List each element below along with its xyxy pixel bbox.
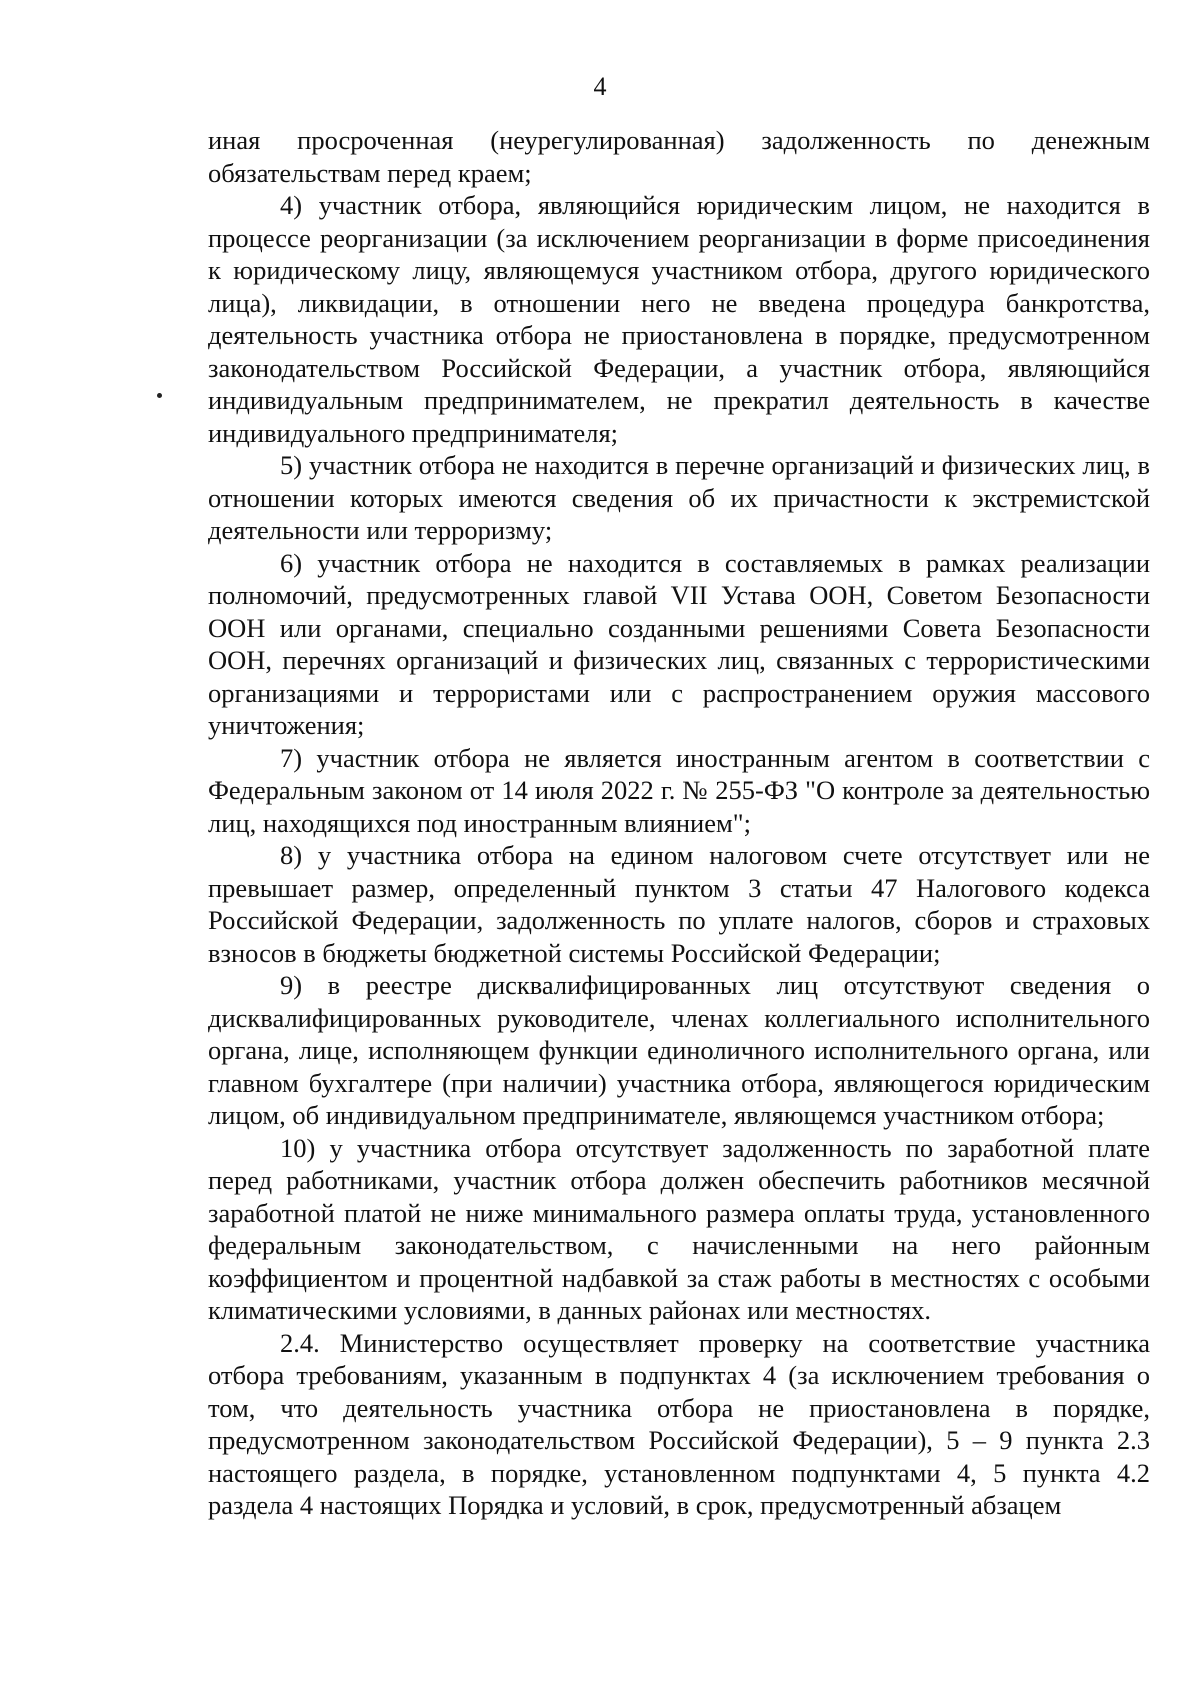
scan-artifact-dot <box>157 393 162 398</box>
paragraph-item-10: 10) у участника отбора отсутствует задолженность по заработной плате перед работниками, участник отбора должен обеспечить работников месячной заработной платой не ниже минимального размера оплаты труда, установленного федеральным законодательством, с начисленными на него районным коэффициентом и процентной надбавкой за стаж работы в местностях с особыми климатическими условиями, в данных районах или местностях. <box>208 1132 1150 1325</box>
paragraph-item-8: 8) у участника отбора на едином налоговом счете отсутствует или не превышает размер, определенный пунктом 3 статьи 47 Налогового кодекса Российской Федерации, задолженность по уплате налогов, сборов и страховых взносов в бюджеты бюджетной системы Российской Федерации; <box>208 840 1150 968</box>
paragraph-item-5: 5) участник отбора не находится в перечне организаций и физических лиц, в отношении которых имеются сведения об их причастности к экстремистской деятельности или терроризму; <box>208 450 1150 545</box>
paragraph-item-6: 6) участник отбора не находится в составляемых в рамках реализации полномочий, предусмотренных главой VII Устава ООН, Советом Безопасности ООН или органами, специально созданными решениями Совета Безопасности ООН, перечнях организаций и физических лиц, связанных с террористическими организациями и террористами или с распространением оружия массового уничтожения; <box>208 547 1150 740</box>
paragraph-item-4: 4) участник отбора, являющийся юридическим лицом, не находится в процессе реорганизации (за исключением реорганизации в форме присоединения к юридическому лицу, являющемуся участником отбора, другого юридического лица), ликвидации, в отношении него не введена процедура банкротства, деятельность участника отбора не приостановлена в порядке, предусмотренном законодательством Российской Федерации, а участник отбора, являющийся индивидуальным предпринимателем, не прекратил деятельность в качестве индивидуального предпринимателя; <box>208 190 1150 448</box>
body-text <box>208 124 1150 1522</box>
page-number: 4 <box>593 72 607 101</box>
paragraph-item-9: 9) в реестре дисквалифицированных лиц отсутствуют сведения о дисквалифицированных руководителе, членах коллегиального исполнительного органа, лице, исполняющем функции единоличного исполнительного органа, или главном бухгалтере (при наличии) участника отбора, являющегося юридическим лицом, об индивидуальном предпринимателе, являющемся участником отбора; <box>208 970 1150 1130</box>
paragraph-continuation: иная просроченная (неурегулированная) задолженность по денежным обязательствам перед краем; <box>208 125 1150 188</box>
paragraph-section-2-4: 2.4. Министерство осуществляет проверку на соответствие участника отбора требованиям, указанным в подпунктах 4 (за исключением требования о том, что деятельность участника отбора не приостановлена в порядке, предусмотренном законодательством Российской Федерации), 5 – 9 пункта 2.3 настоящего раздела, в порядке, установленном подпунктами 4, 5 пункта 4.2 раздела 4 настоящих Порядка и условий, в срок, предусмотренный абзацем <box>208 1327 1150 1520</box>
paragraph-item-7: 7) участник отбора не является иностранным агентом в соответствии с Федеральным законом от 14 июля 2022 г. № 255-ФЗ "О контроле за деятельностью лиц, находящихся под иностранным влиянием"; <box>208 742 1150 838</box>
